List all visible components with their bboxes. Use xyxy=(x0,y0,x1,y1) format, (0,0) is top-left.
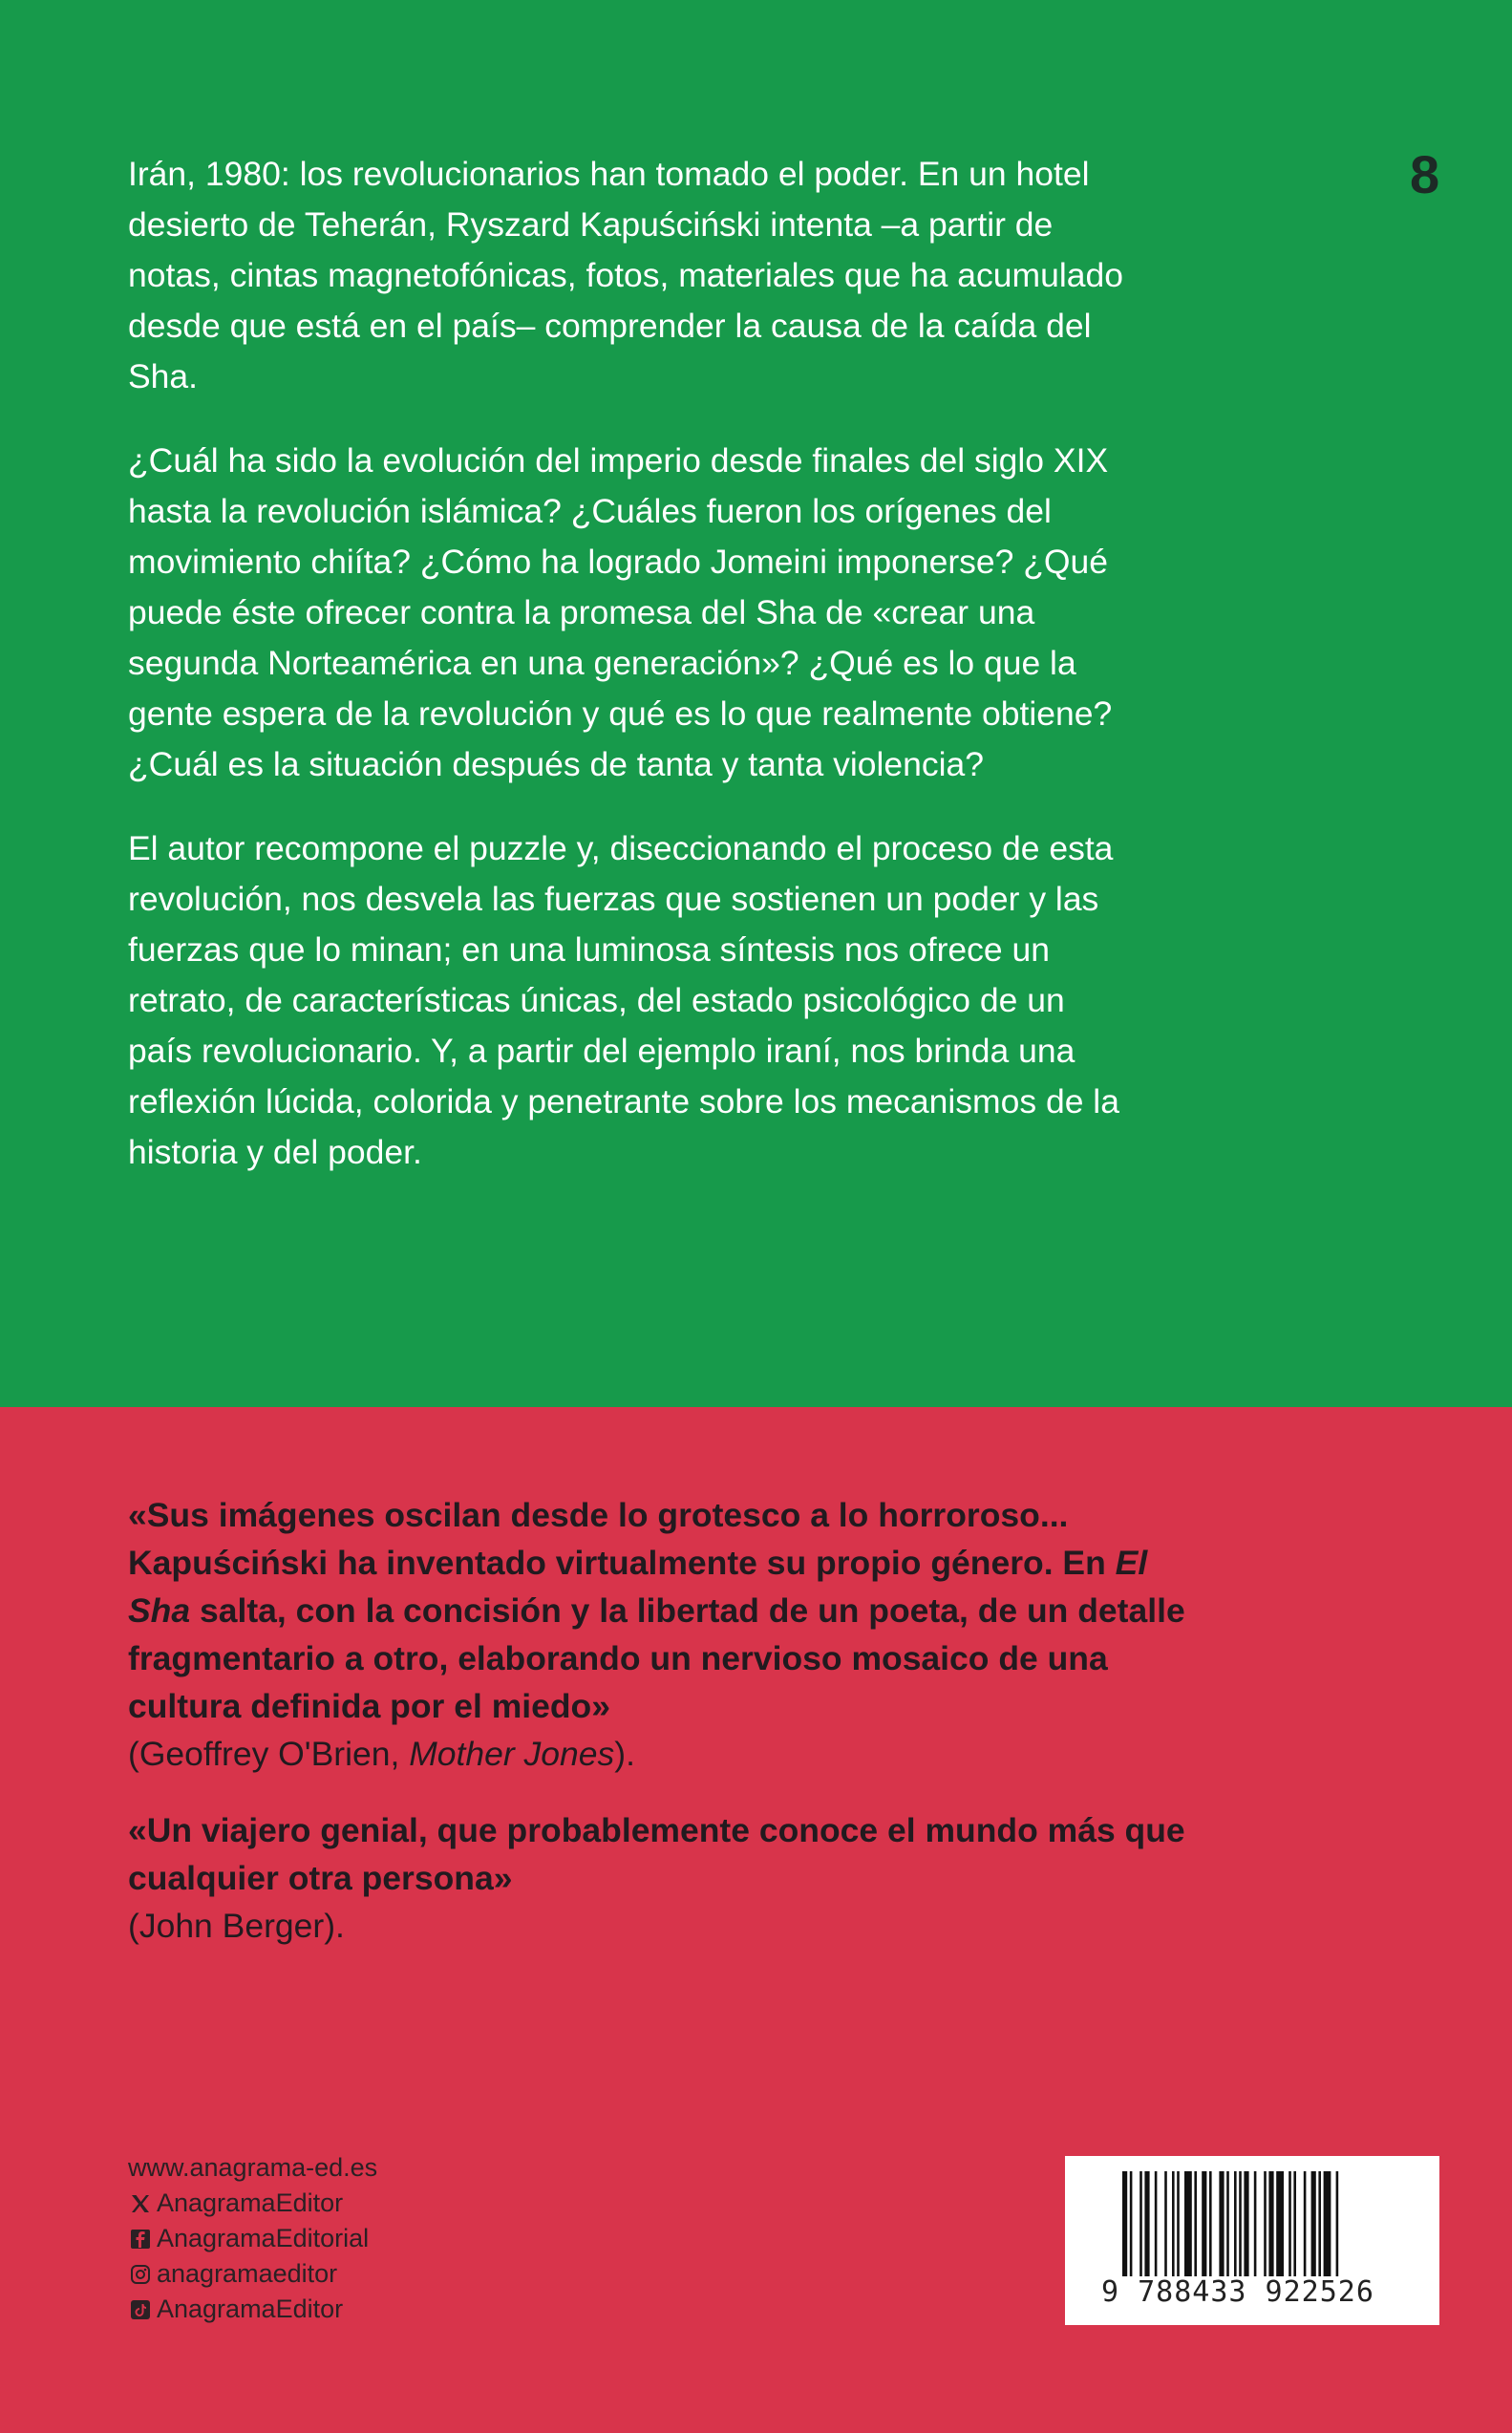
tiktok-link[interactable] xyxy=(128,2292,377,2327)
barcode-bar xyxy=(1324,2171,1331,2276)
quote-source xyxy=(128,1902,1198,1950)
barcode-bar xyxy=(1155,2171,1158,2276)
barcode-bar xyxy=(1276,2171,1284,2276)
review-quote xyxy=(128,1806,1198,1950)
instagram-icon xyxy=(128,2262,153,2287)
barcode-bar xyxy=(1144,2171,1149,2276)
website-label: www.anagrama-ed.es xyxy=(128,2153,378,2182)
barcode-bar xyxy=(1184,2171,1192,2276)
tiktok-icon xyxy=(128,2297,153,2322)
barcode-bar xyxy=(1130,2171,1133,2276)
barcode-bar xyxy=(1177,2171,1180,2276)
isbn-barcode xyxy=(1065,2156,1439,2325)
review-quote xyxy=(128,1491,1198,1778)
barcode-bar xyxy=(1254,2171,1257,2276)
barcode-bar xyxy=(1219,2171,1224,2276)
volume-number: 8 xyxy=(1410,144,1440,204)
synopsis-paragraph: Irán, 1980: los revolucionarios han tomado el poder. En un hotel desierto de Teherán, Ryszard Kapuściński intenta –a partir de notas, cintas magnetofónicas, fotos, materiales que ha acumulado desde que está en el país– comprender la causa de la caída del Sha. xyxy=(128,155,1123,395)
x-logo-icon xyxy=(128,2191,153,2216)
instagram-label: anagramaeditor xyxy=(157,2259,338,2288)
quote-source-part: (John Berger). xyxy=(128,1907,345,1945)
synopsis-paragraph: ¿Cuál ha sido la evolución del imperio desde finales del siglo XIX hasta la revolución islámica? ¿Cuáles fueron los orígenes del movimiento chiíta? ¿Cómo ha logrado Jomeini imponerse? ¿Qué puede éste ofrecer contra la promesa del Sha de «crear una segunda Norteamérica en una generación»? ¿Qué es lo que la gente espera de la revolución y qué es lo que realmente obtiene? ¿Cuál es la situación después de tanta y tanta violencia? xyxy=(128,441,1113,783)
synopsis xyxy=(128,149,1126,1211)
barcode-bar xyxy=(1268,2171,1273,2276)
barcode-bar xyxy=(1194,2171,1197,2276)
barcode-bar xyxy=(1336,2171,1339,2276)
quote-text-part: «Sus imágenes oscilan desde lo grotesco a lo horroroso... Kapuściński ha inventado virtualmente su propio género. En xyxy=(128,1496,1116,1582)
barcode-bar xyxy=(1172,2171,1175,2276)
barcode-bar xyxy=(1164,2171,1167,2276)
quote-text-part: «Un viajero genial, que probablemente conoce el mundo más que cualquier otra persona» xyxy=(128,1811,1185,1897)
facebook-icon xyxy=(128,2227,153,2252)
facebook-link[interactable] xyxy=(128,2221,377,2256)
website-link[interactable] xyxy=(128,2150,377,2186)
barcode-bar xyxy=(1244,2171,1248,2276)
barcode-bar xyxy=(1311,2171,1316,2276)
barcode-bar xyxy=(1209,2171,1212,2276)
barcode-bar xyxy=(1293,2171,1296,2276)
isbn-number: 9 788433 922526 xyxy=(1101,2275,1374,2309)
quote-text xyxy=(128,1806,1198,1902)
quote-source-part: (Geoffrey O'Brien, xyxy=(128,1735,410,1773)
quote-text xyxy=(128,1491,1198,1730)
barcode-bar xyxy=(1234,2171,1237,2276)
facebook-label: AnagramaEditorial xyxy=(157,2224,370,2252)
barcode-bar xyxy=(1139,2171,1142,2276)
barcode-bar xyxy=(1304,2171,1307,2276)
barcode-bar xyxy=(1288,2171,1291,2276)
publisher-contacts xyxy=(128,2150,377,2327)
barcode-bar xyxy=(1264,2171,1267,2276)
quote-source-publication: Mother Jones xyxy=(409,1735,615,1773)
quote-source xyxy=(128,1730,1198,1778)
x-link[interactable] xyxy=(128,2186,377,2221)
barcode-bar xyxy=(1318,2171,1321,2276)
quote-source-part: ). xyxy=(614,1735,635,1773)
review-quotes xyxy=(128,1491,1198,1978)
barcode-bar xyxy=(1226,2171,1229,2276)
instagram-link[interactable] xyxy=(128,2256,377,2292)
barcode-bars xyxy=(1122,2171,1409,2276)
quote-book-title: El Sha xyxy=(128,1544,1148,1630)
synopsis-paragraph: El autor recompone el puzzle y, diseccionando el proceso de esta revolución, nos desvela las fuerzas que sostienen un poder y las fuerzas que lo minan; en una luminosa síntesis nos ofrece un retrato, de características únicas, del estado psicológico de un país revolucionario. Y, a partir del ejemplo iraní, nos brinda una reflexión lúcida, colorida y penetrante sobre los mecanismos de la historia y del poder. xyxy=(128,829,1119,1171)
barcode-bar xyxy=(1202,2171,1206,2276)
barcode-bar xyxy=(1122,2171,1127,2276)
barcode-bar xyxy=(1239,2171,1242,2276)
tiktok-label: AnagramaEditor xyxy=(157,2294,344,2323)
quote-text-part: salta, con la concisión y la libertad de un poeta, de un detalle fragmentario a otro, elaborando un nervioso mosaico de una cultura definida por el miedo» xyxy=(128,1591,1185,1725)
x-label: AnagramaEditor xyxy=(157,2188,344,2217)
